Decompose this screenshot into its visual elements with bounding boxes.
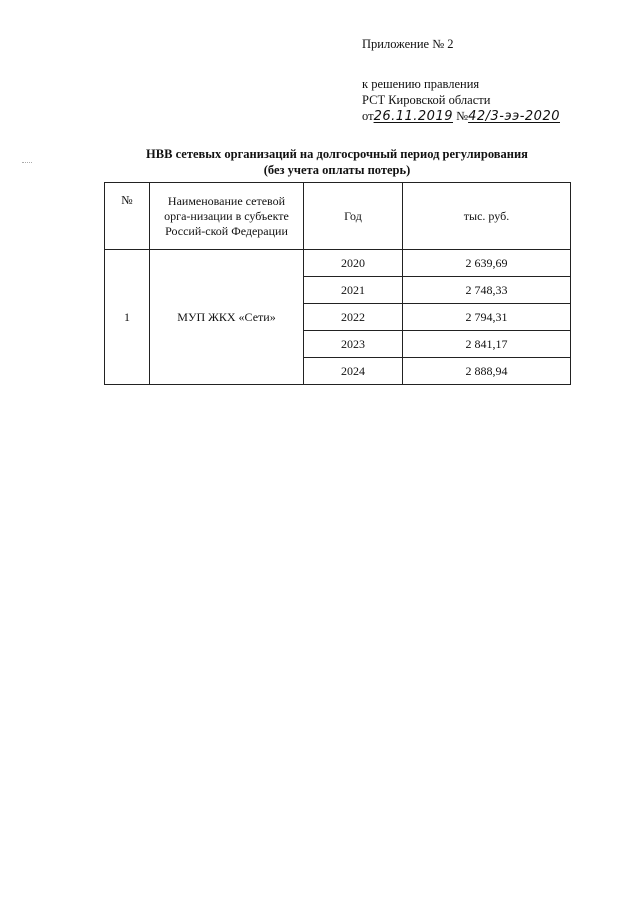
org-name-cell: МУП ЖКХ «Сети» bbox=[150, 250, 304, 385]
table-header-row bbox=[105, 183, 571, 250]
header-num: № bbox=[105, 183, 150, 250]
org-index-cell: 1 bbox=[105, 250, 150, 385]
value-cell: 2 841,17 bbox=[403, 331, 571, 358]
value-cell: 2 748,33 bbox=[403, 277, 571, 304]
year-cell: 2023 bbox=[304, 331, 403, 358]
heading-line-2: (без учета оплаты потерь) bbox=[263, 163, 411, 177]
header-year: Год bbox=[304, 183, 403, 250]
table-row bbox=[105, 250, 571, 277]
value-cell: 2 888,94 bbox=[403, 358, 571, 385]
year-cell: 2024 bbox=[304, 358, 403, 385]
year-cell: 2021 bbox=[304, 277, 403, 304]
appendix-date-line bbox=[362, 108, 560, 125]
year-cell: 2022 bbox=[304, 304, 403, 331]
year-cell: 2020 bbox=[304, 250, 403, 277]
header-org-name: Наименование сетевой орга-низации в субъекте Россий-ской Федерации bbox=[150, 183, 304, 250]
value-cell: 2 639,69 bbox=[403, 250, 571, 277]
appendix-block bbox=[362, 36, 560, 125]
appendix-line-decision: к решению правления bbox=[362, 77, 480, 91]
page-edge-mark bbox=[22, 162, 32, 163]
date-prefix: от bbox=[362, 109, 374, 123]
header-value: тыс. руб. bbox=[403, 183, 571, 250]
document-heading bbox=[104, 146, 570, 178]
appendix-line-authority: РСТ Кировской области bbox=[362, 93, 491, 107]
heading-line-1: НВВ сетевых организаций на долгосрочный период регулирования bbox=[146, 147, 528, 161]
handwritten-date: 26.11.2019 bbox=[373, 109, 453, 124]
value-cell: 2 794,31 bbox=[403, 304, 571, 331]
appendix-title: Приложение № 2 bbox=[362, 37, 454, 51]
nvv-table bbox=[104, 182, 571, 385]
number-prefix: № bbox=[456, 109, 469, 123]
handwritten-number: 42/3-ээ-2020 bbox=[468, 109, 560, 124]
